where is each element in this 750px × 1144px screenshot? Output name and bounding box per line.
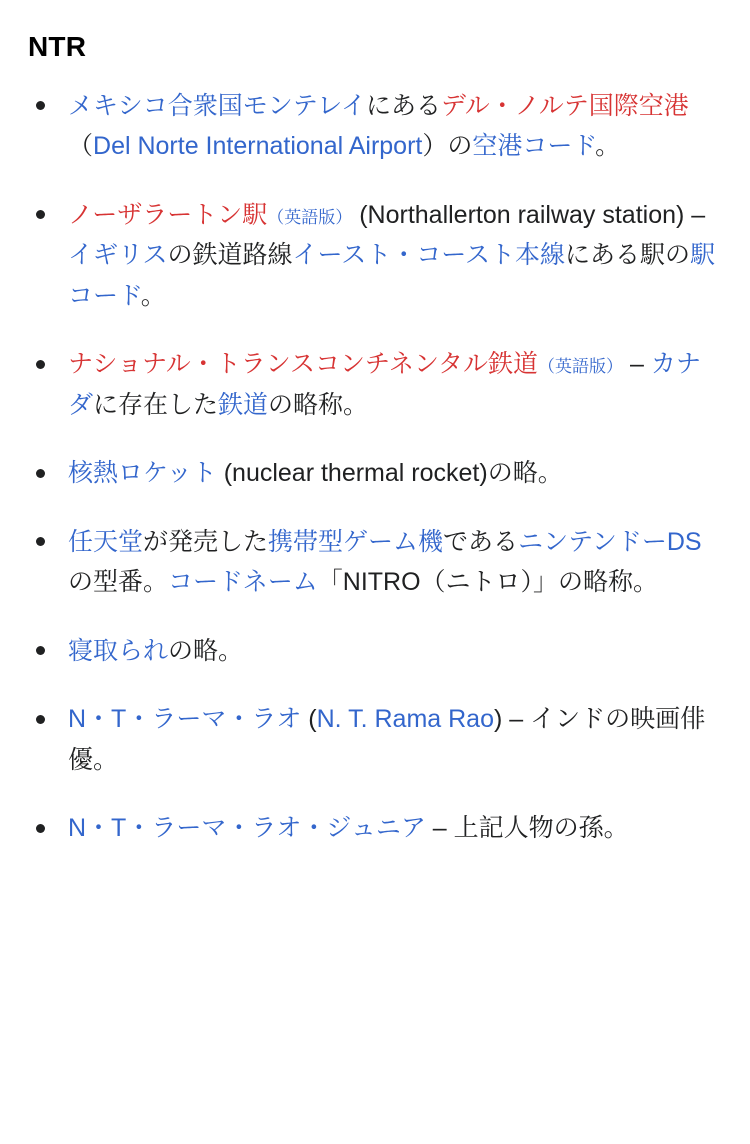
wiki-link[interactable]: 携帯型ゲーム機 xyxy=(268,527,444,556)
text-run: である xyxy=(443,527,519,556)
wiki-link[interactable]: N・T・ラーマ・ラオ xyxy=(68,705,302,734)
bullet-icon xyxy=(36,360,45,369)
wiki-link[interactable]: ナショナル・トランスコンチネンタル鉄道 xyxy=(68,350,539,379)
bullet-icon xyxy=(36,715,45,724)
text-run: ( xyxy=(301,705,317,734)
wiki-link[interactable]: N. T. Rama Rao xyxy=(316,705,494,734)
text-run: (nuclear thermal rocket)の略。 xyxy=(216,459,563,488)
wiki-link[interactable]: イースト・コースト本線 xyxy=(292,241,566,270)
bullet-icon xyxy=(36,824,45,833)
wiki-link[interactable]: イギリス xyxy=(68,241,168,270)
text-run: 。 xyxy=(595,132,621,161)
text-run: ）の xyxy=(422,132,473,161)
wiki-link[interactable]: Del Norte International Airport xyxy=(93,132,423,161)
wiki-link[interactable]: 鉄道 xyxy=(218,390,269,419)
text-run: の略称。 xyxy=(268,390,369,419)
text-run: 「NITRO（ニトロ）」の略称。 xyxy=(317,568,659,597)
list-item xyxy=(28,195,722,317)
wiki-link[interactable]: 核熱ロケット xyxy=(68,459,217,488)
wiki-link[interactable]: ニンテンドーDS xyxy=(518,527,702,556)
text-run: (Northallerton railway station) – xyxy=(352,200,706,229)
wiki-link[interactable]: 任天堂 xyxy=(68,527,144,556)
text-run: の略。 xyxy=(168,636,244,665)
text-run: に存在した xyxy=(93,390,219,419)
bullet-icon xyxy=(36,469,45,478)
text-run: にある xyxy=(366,91,442,120)
text-run: にある駅の xyxy=(565,241,691,270)
bullet-icon xyxy=(36,101,45,110)
bullet-icon xyxy=(36,210,45,219)
wiki-link[interactable]: ノーザラートン駅 xyxy=(68,200,268,229)
text-run: – 上記人物の孫。 xyxy=(425,814,629,843)
wiki-link[interactable]: 空港コード xyxy=(472,132,596,161)
wiki-link[interactable]: カナダ xyxy=(68,350,701,419)
wiki-link[interactable]: 寝取られ xyxy=(68,636,169,665)
wiki-link[interactable]: デル・ノルテ国際空港 xyxy=(441,91,689,120)
text-run: の型番。 xyxy=(68,568,169,597)
text-run: 。 xyxy=(140,281,166,310)
text-run: – xyxy=(623,350,651,379)
list-item xyxy=(28,522,722,603)
page-title: NTR xyxy=(28,31,87,62)
list-item xyxy=(28,453,722,494)
list-item xyxy=(28,631,722,672)
english-version-link[interactable]: （英語版） xyxy=(267,207,353,227)
text-run: が発売した xyxy=(143,527,269,556)
bullet-icon xyxy=(36,537,45,546)
list-item xyxy=(28,808,722,849)
wiki-link[interactable]: コードネーム xyxy=(168,568,318,597)
list-item xyxy=(28,344,722,425)
english-version-link[interactable]: （英語版） xyxy=(538,357,624,377)
wiki-link[interactable]: メキシコ合衆国モンテレイ xyxy=(68,91,367,120)
text-run: （ xyxy=(68,132,94,161)
list-item xyxy=(28,699,722,780)
wiki-link[interactable]: 駅コード xyxy=(68,241,716,310)
bullet-icon xyxy=(36,646,45,655)
text-run: の鉄道路線 xyxy=(167,241,293,270)
list-item xyxy=(28,86,722,167)
text-run: ) – インドの映画俳優。 xyxy=(68,705,706,774)
wiki-link[interactable]: N・T・ラーマ・ラオ・ジュニア xyxy=(68,814,426,843)
definition-list xyxy=(28,86,722,849)
